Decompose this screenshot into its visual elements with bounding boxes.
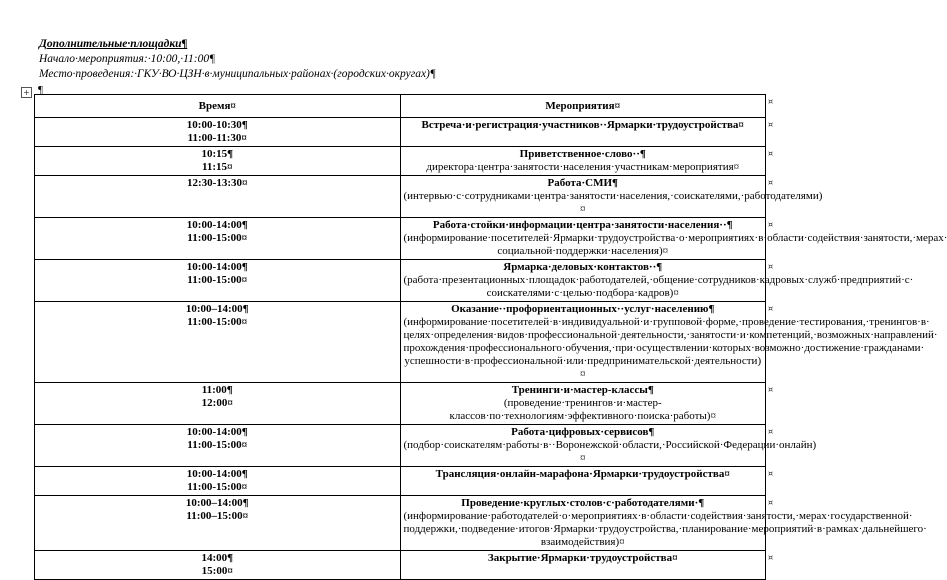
event-title: Приветственное·слово··¶ [519, 148, 646, 160]
time-cell [35, 218, 401, 260]
time-line: 11:00-15:00¤ [187, 232, 248, 244]
event-description: целях·определения·видов·профессиональной·деятельности,·занятости·и·компетенций,·возможных·направлений· [403, 329, 938, 341]
time-line: 10:00–14:00¶ [185, 497, 249, 509]
table-row [35, 496, 766, 551]
time-line: 11:00-15:00¤ [187, 274, 248, 286]
event-description: (информирование·посетителей·в·индивидуальной·и·групповой·форме,·проведение·тестирования,·тренингов·в· [403, 316, 930, 328]
section-title: Дополнительные·площадки¶ [39, 38, 188, 50]
table-row [35, 302, 766, 383]
time-line: 11:00-15:00¤ [187, 439, 248, 451]
event-title: Закрытие·Ярмарки·трудоустройства¤ [487, 552, 678, 564]
table-row [35, 118, 766, 147]
event-cell [400, 147, 766, 176]
event-title: Тренинги·и·мастер-классы¶ [511, 384, 654, 396]
time-line: 15:00¤ [201, 565, 233, 577]
event-description: поддержки,·подведение·итогов·Ярмарки·трудоустройства,·планирование·мероприятий·в·рамках·дальнейшего· [403, 523, 927, 535]
time-cell [35, 425, 401, 467]
time-cell [35, 467, 401, 496]
time-cell [35, 551, 401, 580]
time-line: 10:00-14:00¶ [186, 261, 248, 273]
table-row [35, 176, 766, 218]
event-title: Ярмарка·деловых·контактов··¶ [503, 261, 663, 273]
time-cell [35, 147, 401, 176]
event-title: Работа·СМИ¶ [547, 177, 618, 189]
event-title: Оказание··профориентационных··услуг·населению¶ [451, 303, 715, 315]
end-of-row-mark: ¤ [768, 97, 774, 106]
end-of-row-mark: ¤ [768, 149, 774, 158]
end-of-row-mark: ¤ [768, 498, 774, 507]
empty-paragraph-mark: ¶ [38, 84, 43, 96]
time-line: 11:00–15:00¤ [186, 510, 249, 522]
event-title: Встреча·и·регистрация·участников··Ярмарки·трудоустройства¤ [421, 119, 744, 131]
end-of-row-mark: ¤ [768, 553, 774, 562]
table-row [35, 425, 766, 467]
time-line: 11:00-11:30¤ [187, 132, 247, 144]
time-line: 10:15¶ [201, 148, 234, 160]
event-title: Проведение·круглых·столов·с·работодателями·¶ [461, 497, 705, 509]
time-line: 10:00-10:30¶ [186, 119, 248, 131]
column-header-events: Мероприятия¤ [400, 95, 766, 118]
time-line: 10:00-14:00¶ [186, 426, 248, 438]
time-line: 11:15¤ [201, 161, 233, 173]
event-description: (интервью·с·сотрудниками·центра·занятости·населения,·соискателями,·работодателями)¤ [403, 190, 823, 215]
event-description: взаимодействия)¤ [540, 536, 625, 548]
event-description: соискателями·с·целью·подбора·кадров)¤ [486, 287, 679, 299]
event-cell [400, 467, 766, 496]
event-cell [400, 496, 927, 551]
end-of-row-mark: ¤ [768, 385, 774, 394]
column-header-time: Время¤ [35, 95, 401, 118]
event-description: (работа·презентационных·площадок·работодателей,·общение·сотрудников·кадровых·служб·предприятий·с· [403, 274, 914, 286]
table-row [35, 467, 766, 496]
event-title: Работа·стойки·информации·центра·занятости·населения··¶ [432, 219, 733, 231]
time-line: 12:30-13:30¤ [187, 177, 248, 189]
event-description: социальной·поддержки·населения)¤ [497, 245, 669, 257]
table-row [35, 260, 766, 302]
end-of-row-mark: ¤ [768, 178, 774, 187]
time-line: 11:00-15:00¤ [187, 316, 248, 328]
venue-line: Место·проведения:·ГКУ·ВО·ЦЗН·в·муниципальных·районах·(городских·округах)¶ [39, 68, 436, 80]
event-cell [400, 425, 817, 467]
end-of-row-mark: ¤ [768, 304, 774, 313]
event-description: прохождения·профессионального·обучения,·при·осуществлении·которых·возможно·достижение·гражданами· [403, 342, 925, 354]
time-line: 11:00¶ [201, 384, 233, 396]
event-cell [400, 302, 938, 383]
time-line: 12:00¤ [201, 397, 233, 409]
table-row [35, 383, 766, 425]
end-of-row-mark: ¤ [768, 220, 774, 229]
time-line: 11:00-15:00¤ [187, 481, 248, 493]
event-cell [400, 383, 766, 425]
event-description: (информирование·посетителей·Ярмарки·трудоустройства·о·мероприятиях·в·области·содействия·занятости,·мерах· [403, 232, 947, 244]
table-move-handle-icon[interactable]: + [21, 87, 32, 98]
event-title: Трансляция·онлайн-марафона·Ярмарки·трудоустройства¤ [435, 468, 730, 480]
document-header [39, 37, 436, 82]
table-row [35, 551, 766, 580]
event-description: (подбор·соискателям·работы·в··Воронежской·области,·Российской·Федерации·онлайн)¤ [403, 439, 817, 464]
table-row [35, 218, 766, 260]
end-of-row-mark: ¤ [768, 427, 774, 436]
time-cell [35, 302, 401, 383]
event-cell [400, 176, 823, 218]
time-cell [35, 176, 401, 218]
event-description: директора·центра·занятости·населения·участникам·мероприятия¤ [426, 161, 740, 173]
time-line: 14:00¶ [201, 552, 234, 564]
event-description: успешности·в·профессиональной·или·предпринимательской·деятельности)¤ [404, 355, 762, 380]
end-of-row-mark: ¤ [768, 262, 774, 271]
time-line: 10:00-14:00¶ [186, 219, 248, 231]
schedule-table [34, 94, 947, 580]
event-cell [400, 551, 766, 580]
time-cell [35, 383, 401, 425]
event-cell [400, 118, 766, 147]
start-time-line: Начало·мероприятия:·10:00,·11:00¶ [39, 53, 216, 65]
time-cell [35, 260, 401, 302]
event-description: (проведение·тренингов·и·мастер-классов·по·технологиям·эффективного·поиска·работы)¤ [449, 397, 716, 422]
event-cell [400, 218, 947, 260]
time-line: 10:00–14:00¶ [185, 303, 249, 315]
end-of-row-mark: ¤ [768, 469, 774, 478]
time-cell [35, 496, 401, 551]
end-of-row-mark: ¤ [768, 120, 774, 129]
event-description: (информирование·работодателей·о·мероприятиях·в·области·содействия·занятости,·мерах·государственной· [403, 510, 913, 522]
event-title: Работа·цифровых·сервисов¶ [511, 426, 655, 438]
time-cell [35, 118, 401, 147]
table-row [35, 147, 766, 176]
time-line: 10:00-14:00¶ [186, 468, 248, 480]
table-header-row [35, 95, 766, 118]
event-cell [400, 260, 914, 302]
